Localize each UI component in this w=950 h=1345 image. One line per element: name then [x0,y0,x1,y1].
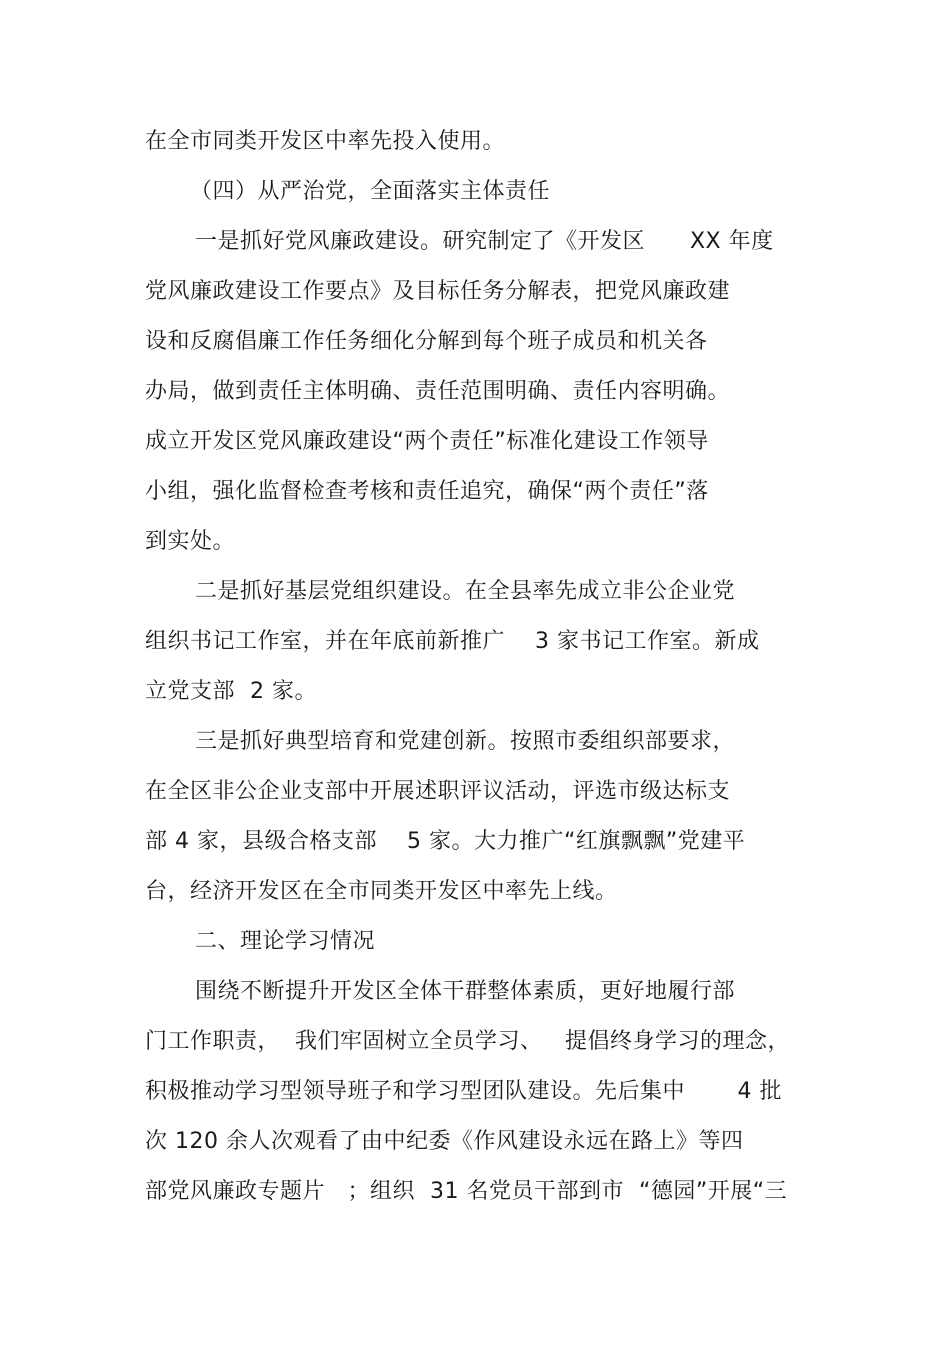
paragraph-line-9: 到实处。 [145,529,236,554]
paragraph-line-20: 积极推动学习型领导班子和学习型团队建设。先后集中 4 批 [145,1079,782,1104]
paragraph-line-22: 部党风廉政专题片 ；组织 31 名党员干部到市 “德园”开展“三 [145,1179,788,1204]
paragraph-line-1: 在全市同类开发区中率先投入使用。 [145,129,506,154]
section-heading-four: （四）从严治党，全面落实主体责任 [190,179,551,204]
paragraph-line-21: 次 120 余人次观看了由中纪委《作风建设永远在路上》等四 [145,1129,744,1154]
section-heading-theory-study: 二、理论学习情况 [195,929,376,954]
paragraph-line-5: 设和反腐倡廉工作任务细化分解到每个班子成员和机关各 [145,329,708,354]
paragraph-line-10: 二是抓好基层党组织建设。在全县率先成立非公企业党 [195,579,736,604]
paragraph-line-8: 小组，强化监督检查考核和责任追究，确保“两个责任”落 [145,479,709,504]
paragraph-line-6: 办局，做到责任主体明确、责任范围明确、责任内容明确。 [145,379,731,404]
paragraph-line-13: 三是抓好典型培育和党建创新。按照市委组织部要求， [195,729,736,754]
paragraph-line-11: 组织书记工作室，并在年底前新推广 3 家书记工作室。新成 [145,629,760,654]
paragraph-line-15: 部 4 家，县级合格支部 5 家。大力推广“红旗飘飘”党建平 [145,829,746,854]
paragraph-line-4: 党风廉政建设工作要点》及目标任务分解表，把党风廉政建 [145,279,731,304]
paragraph-line-3: 一是抓好党风廉政建设。研究制定了《开发区 XX 年度 [195,229,774,254]
paragraph-line-16: 台，经济开发区在全市同类开发区中率先上线。 [145,879,618,904]
paragraph-line-18: 围绕不断提升开发区全体干群整体素质，更好地履行部 [195,979,736,1004]
paragraph-line-7: 成立开发区党风廉政建设“两个责任”标准化建设工作领导 [145,429,709,454]
paragraph-line-12: 立党支部 2 家。 [145,679,317,704]
paragraph-line-14: 在全区非公企业支部中开展述职评议活动，评选市级达标支 [145,779,731,804]
paragraph-line-19: 门工作职责， 我们牢固树立全员学习、 提倡终身学习的理念， [145,1029,790,1054]
